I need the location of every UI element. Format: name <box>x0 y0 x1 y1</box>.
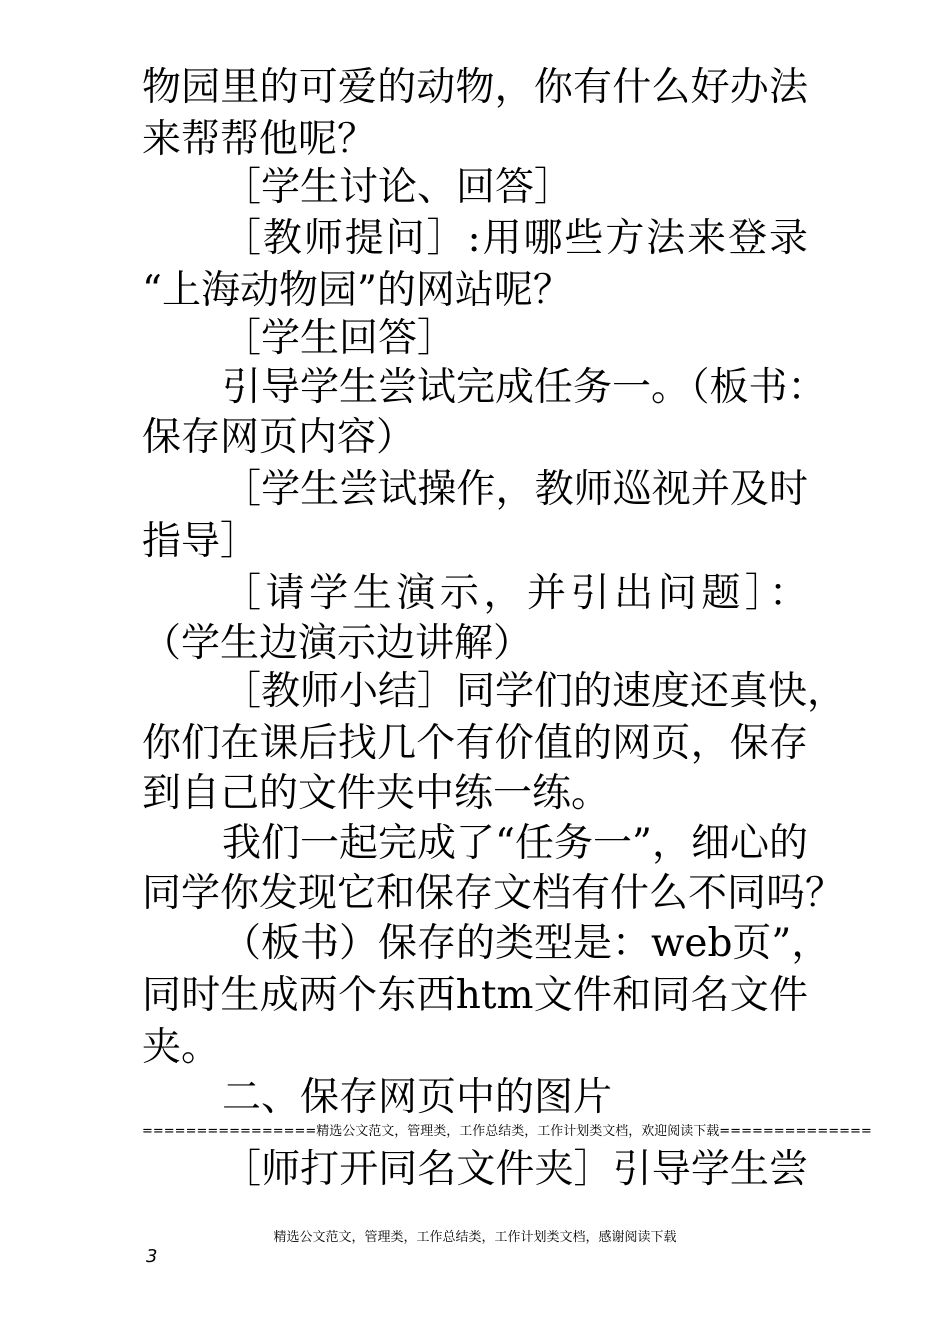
body-line: ［学生尝试操作，教师巡视并及时 <box>222 467 808 512</box>
body-line: 引导学生尝试完成任务一。（板书： <box>222 365 827 410</box>
body-line: 物园里的可爱的动物，你有什么好办法 <box>142 65 808 110</box>
body-line: 我们一起完成了“任务一”，细心的 <box>222 821 808 866</box>
page-footer: 精选公文范文，管理类，工作总结类，工作计划类文档，感谢阅读下载 <box>273 1230 677 1245</box>
body-line: ［学生回答］ <box>222 316 457 361</box>
body-line: （板书）保存的类型是：web页”， <box>222 921 831 966</box>
body-line: ［请学生演示，并引出问题］： <box>222 571 808 616</box>
body-line: 夹。 <box>142 1025 221 1070</box>
page-number: 3 <box>146 1246 158 1267</box>
section-heading: 二、保存网页中的图片 <box>222 1075 613 1120</box>
body-line: （学生边演示边讲解） <box>142 621 533 666</box>
body-line: “上海动物园”的网站呢？ <box>142 268 572 313</box>
body-line: 保存网页内容） <box>142 415 416 460</box>
body-line: 指导］ <box>142 519 260 564</box>
body-line: 到自己的文件夹中练一练。 <box>142 771 611 816</box>
body-line: 你们在课后找几个有价值的网页，保存 <box>142 721 808 766</box>
body-line: ［教师提问］:用哪些方法来登录 <box>222 216 808 261</box>
body-line: ［学生讨论、回答］ <box>222 165 574 210</box>
body-line: ［教师小结］同学们的速度还真快， <box>222 669 847 714</box>
separator-banner: ================精选公文范文，管理类，工作总结类，工作计划类文档，欢迎阅读下载============== <box>142 1124 872 1139</box>
body-line: 同时生成两个东西htm文件和同名文件 <box>142 973 808 1018</box>
body-line: 来帮帮他呢？ <box>142 117 377 162</box>
body-line: 同学你发现它和保存文档有什么不同吗？ <box>142 871 845 916</box>
body-line: ［师打开同名文件夹］引导学生尝 <box>222 1147 808 1192</box>
